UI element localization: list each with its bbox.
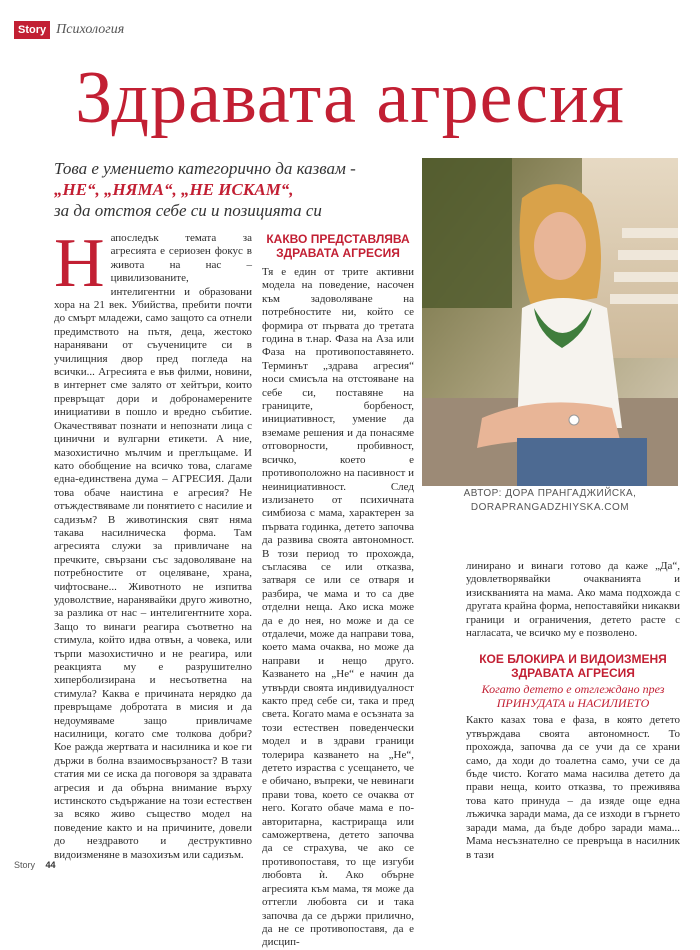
- column-3-text: линирано и винаги готово да каже „Да“, удовлетворявайки очакванията и изискванията на мама. Ако мама подхожда с другата крайна форма, непоставяйки никакви граници и ограничения, детето расте с нагласата, че всичко му е позволено.: [466, 560, 680, 640]
- article-column-2: [262, 232, 414, 950]
- article-column-3: [466, 560, 680, 862]
- section-heading-1: КАКВО ПРЕДСТАВЛЯВА ЗДРАВАТА АГРЕСИЯ: [266, 232, 410, 260]
- author-photo-illustration: [422, 158, 678, 486]
- article-lead: [54, 158, 384, 221]
- column-2-text: Тя е един от трите активни модела на поведение, насочен към задоволяване на потребностите ни, който се формира от първата до третата година в т.нар. Фаза на Аза или Фаза на противопоставянето. Терминът „здрава агресия“ носи смисъла на отстояване на себе си, поставяне на границите, борбеност, инициативност, умение да вземаме решения и да понасяме отговорности, пробивност, всичко, което е противоположно на пасивност и неинициативност. След излизането от психичната симбиоза с мама, характерен за първата годинка, детето започва да развива своята автономност. В този период то прохожда, съгласява се или отказва, затваря се или се отваря и разбира, че мама и то са две отделни неща. Ако иска може да е до нея, но може и да се отдалечи, може да направи това, което мама очаква, но може да направи и нещо друго. Казването на „Не“ е начин да утвърди своята индивидуалност както пред себе си, така и пред света. Когато мама е осъзната за този естествен поведенчески модел и в здрави граници толерира казването на „Не“, детето израства с усещането, че е обичано, въпреки, че невинаги прави това, което се очаква от него. Когато обаче мама е по-авторитарна, кастрираща или саможертвена, детето започва да се страхува, че ако се противопоставя, то ще изгуби любовта ѝ. Ако обърне агресията към мама, тя може да оттегли любовта си и така започва да се държи прилично, да не се противопоставя, да е дисцип-: [262, 266, 414, 949]
- lead-line-2: „НЕ“, „НЯМА“, „НЕ ИСКАМ“,: [54, 180, 294, 199]
- article-title: Здравата агресия: [75, 57, 625, 139]
- column-1-text: апоследък темата за агресията е сериозен фокус в живота на нас – цивилизованите, интелигентни и образовани хора на 21 век. Убийства, пребити почти до смърт младежи, само защото са отнели предимството на пътя, деца, жестоко наранявани от съучениците си в училищния двор пред погледа на всички... Агресията е във филми, новини, в интернет сме залято от хейтъри, които превръщат дори и добронамерените инициативи в пошло и вредно събитие. Окачествяват познати и непознати лица с цинични и вулгарни етикети. А ние, мазохистично мълчим и преглъщаме. И като обобщение на всичко това, слагаме една-единствена дума – АГРЕСИЯ. Дали това обаче наистина е агресия? Не отъждествяваме ли понятието с насилие и садизъм? В животинския свят няма такава насилническа форма. Там агресията служи за привличане на пречките, свързани със задоволяване на потребностите от оцеляване, храна, чифтосване... Животното не изпитва удоволствие, наранявайки друго животно, за разлика от нас – интелигентните хора. Защо то винаги реагира съответно на стимула, който идва отвън, а човека, или търпи мазохистично и не реагира, или реакцията му е разрушително хиперболизирана и несъответна на стимула? Каква е причината нерядко да превръщаме добротата в мисия и да недоумяваме защо привличаме насилници, когато сме толкова добри? Кое ражда жертвата и насилника и кое ги държи в болна взаимосвързаност? В тази статия ми се иска да поговоря за здравата агресия и да обърна внимание върху истинското съдържание на този естествен за всяко живо същество модел на поведение както и на причините, довели до нездравото и деструктивно видоизменяне в мазохизъм или садизъм.: [54, 232, 252, 861]
- author-photo: [422, 158, 678, 486]
- footer-magazine: Story: [14, 860, 36, 870]
- credit-author: АВТОР: ДОРА ПРАНГАДЖИЙСКА,: [463, 488, 637, 499]
- column-3-text-2: Както казах това е фаза, в която детето утвърждава своята автономност. То прохожда, започва да се учи да се храни само, да ходи до тоалетна само, учи се да бъде чисто. Когато мама насилва детето да прави неща, които отказва, то преживява това като принуда – да изяде още една лъжичка заради мама, да се изходи в гърнето заради мама, да бъде добро заради мама... Мама несъзнателно се превръща в насилник в тази: [466, 714, 680, 861]
- section-subheading-2: Когато детето е отглеждано през ПРИНУДАТА и НАСИЛИЕТО: [481, 682, 665, 711]
- credit-website[interactable]: DORAPRANGADZHIYSKA.COM: [470, 502, 630, 513]
- section-header: [14, 20, 124, 40]
- section-name: Психология: [56, 22, 125, 37]
- article-column-1: [54, 225, 252, 862]
- section-heading-2: КОЕ БЛОКИРА И ВИДОИЗМЕНЯ ЗДРАВАТА АГРЕСИЯ: [479, 652, 667, 681]
- photo-credit: [422, 487, 678, 515]
- page-number: 44: [45, 860, 56, 870]
- lead-line-3: за да отстоя себе си и позицията си: [54, 201, 322, 220]
- drop-cap: Н: [54, 225, 105, 302]
- page-footer: [14, 860, 56, 870]
- magazine-badge: Story: [14, 21, 50, 39]
- lead-line-1: Това е умението категорично да казвам -: [54, 159, 356, 178]
